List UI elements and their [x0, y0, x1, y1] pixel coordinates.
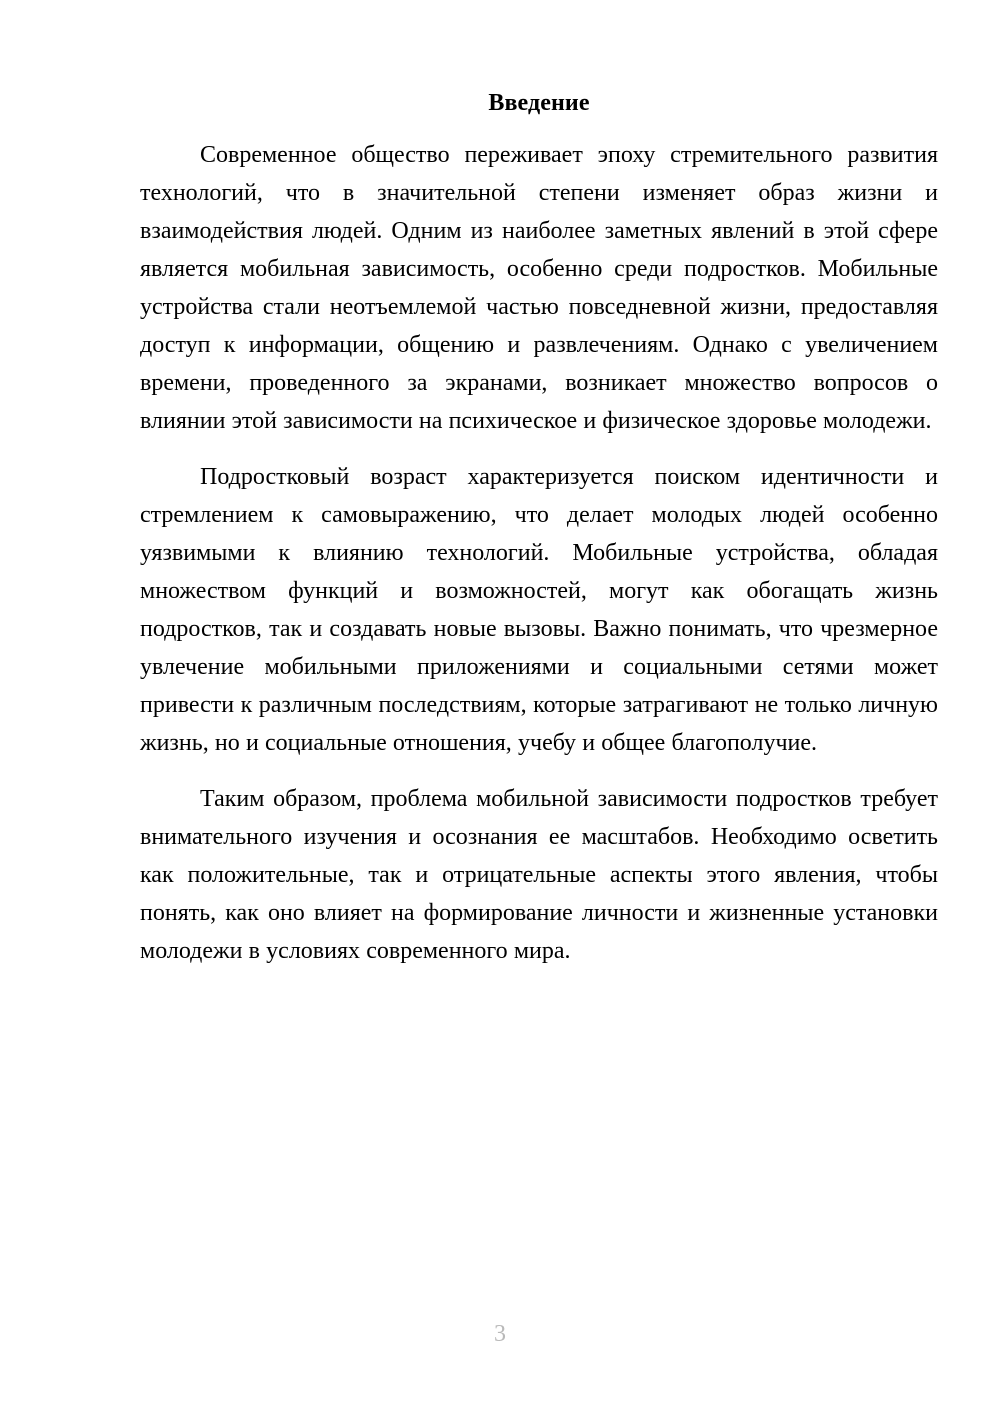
page-content	[140, 88, 938, 970]
body-paragraph: Современное общество переживает эпоху стремительного развития технологий, что в значительной степени изменяет образ жизни и взаимодействия людей. Одним из наиболее заметных явлений в этой сфере является мобильная зависимость, особенно среди подростков. Мобильные устройства стали неотъемлемой частью повседневной жизни, предоставляя доступ к информации, общению и развлечениям. Однако с увеличением времени, проведенного за экранами, возникает множество вопросов о влиянии этой зависимости на психическое и физическое здоровье молодежи.	[140, 142, 938, 434]
body-paragraph: Подростковый возраст характеризуется поиском идентичности и стремлением к самовыражению, что делает молодых людей особенно уязвимыми к влиянию технологий. Мобильные устройства, обладая множеством функций и возможностей, могут как обогащать жизнь подростков, так и создавать новые вызовы. Важно понимать, что чрезмерное увлечение мобильными приложениями и социальными сетями может привести к различным последствиям, которые затрагивают не только личную жизнь, но и социальные отношения, учебу и общее благополучие.	[140, 464, 938, 756]
page-title: Введение	[488, 90, 590, 116]
page-number: 3	[494, 1321, 506, 1347]
body-paragraph: Таким образом, проблема мобильной зависимости подростков требует внимательного изучения и осознания ее масштабов. Необходимо осветить как положительные, так и отрицательные аспекты этого явления, чтобы понять, как оно влияет на формирование личности и жизненные установки молодежи в условиях современного мира.	[140, 786, 938, 964]
